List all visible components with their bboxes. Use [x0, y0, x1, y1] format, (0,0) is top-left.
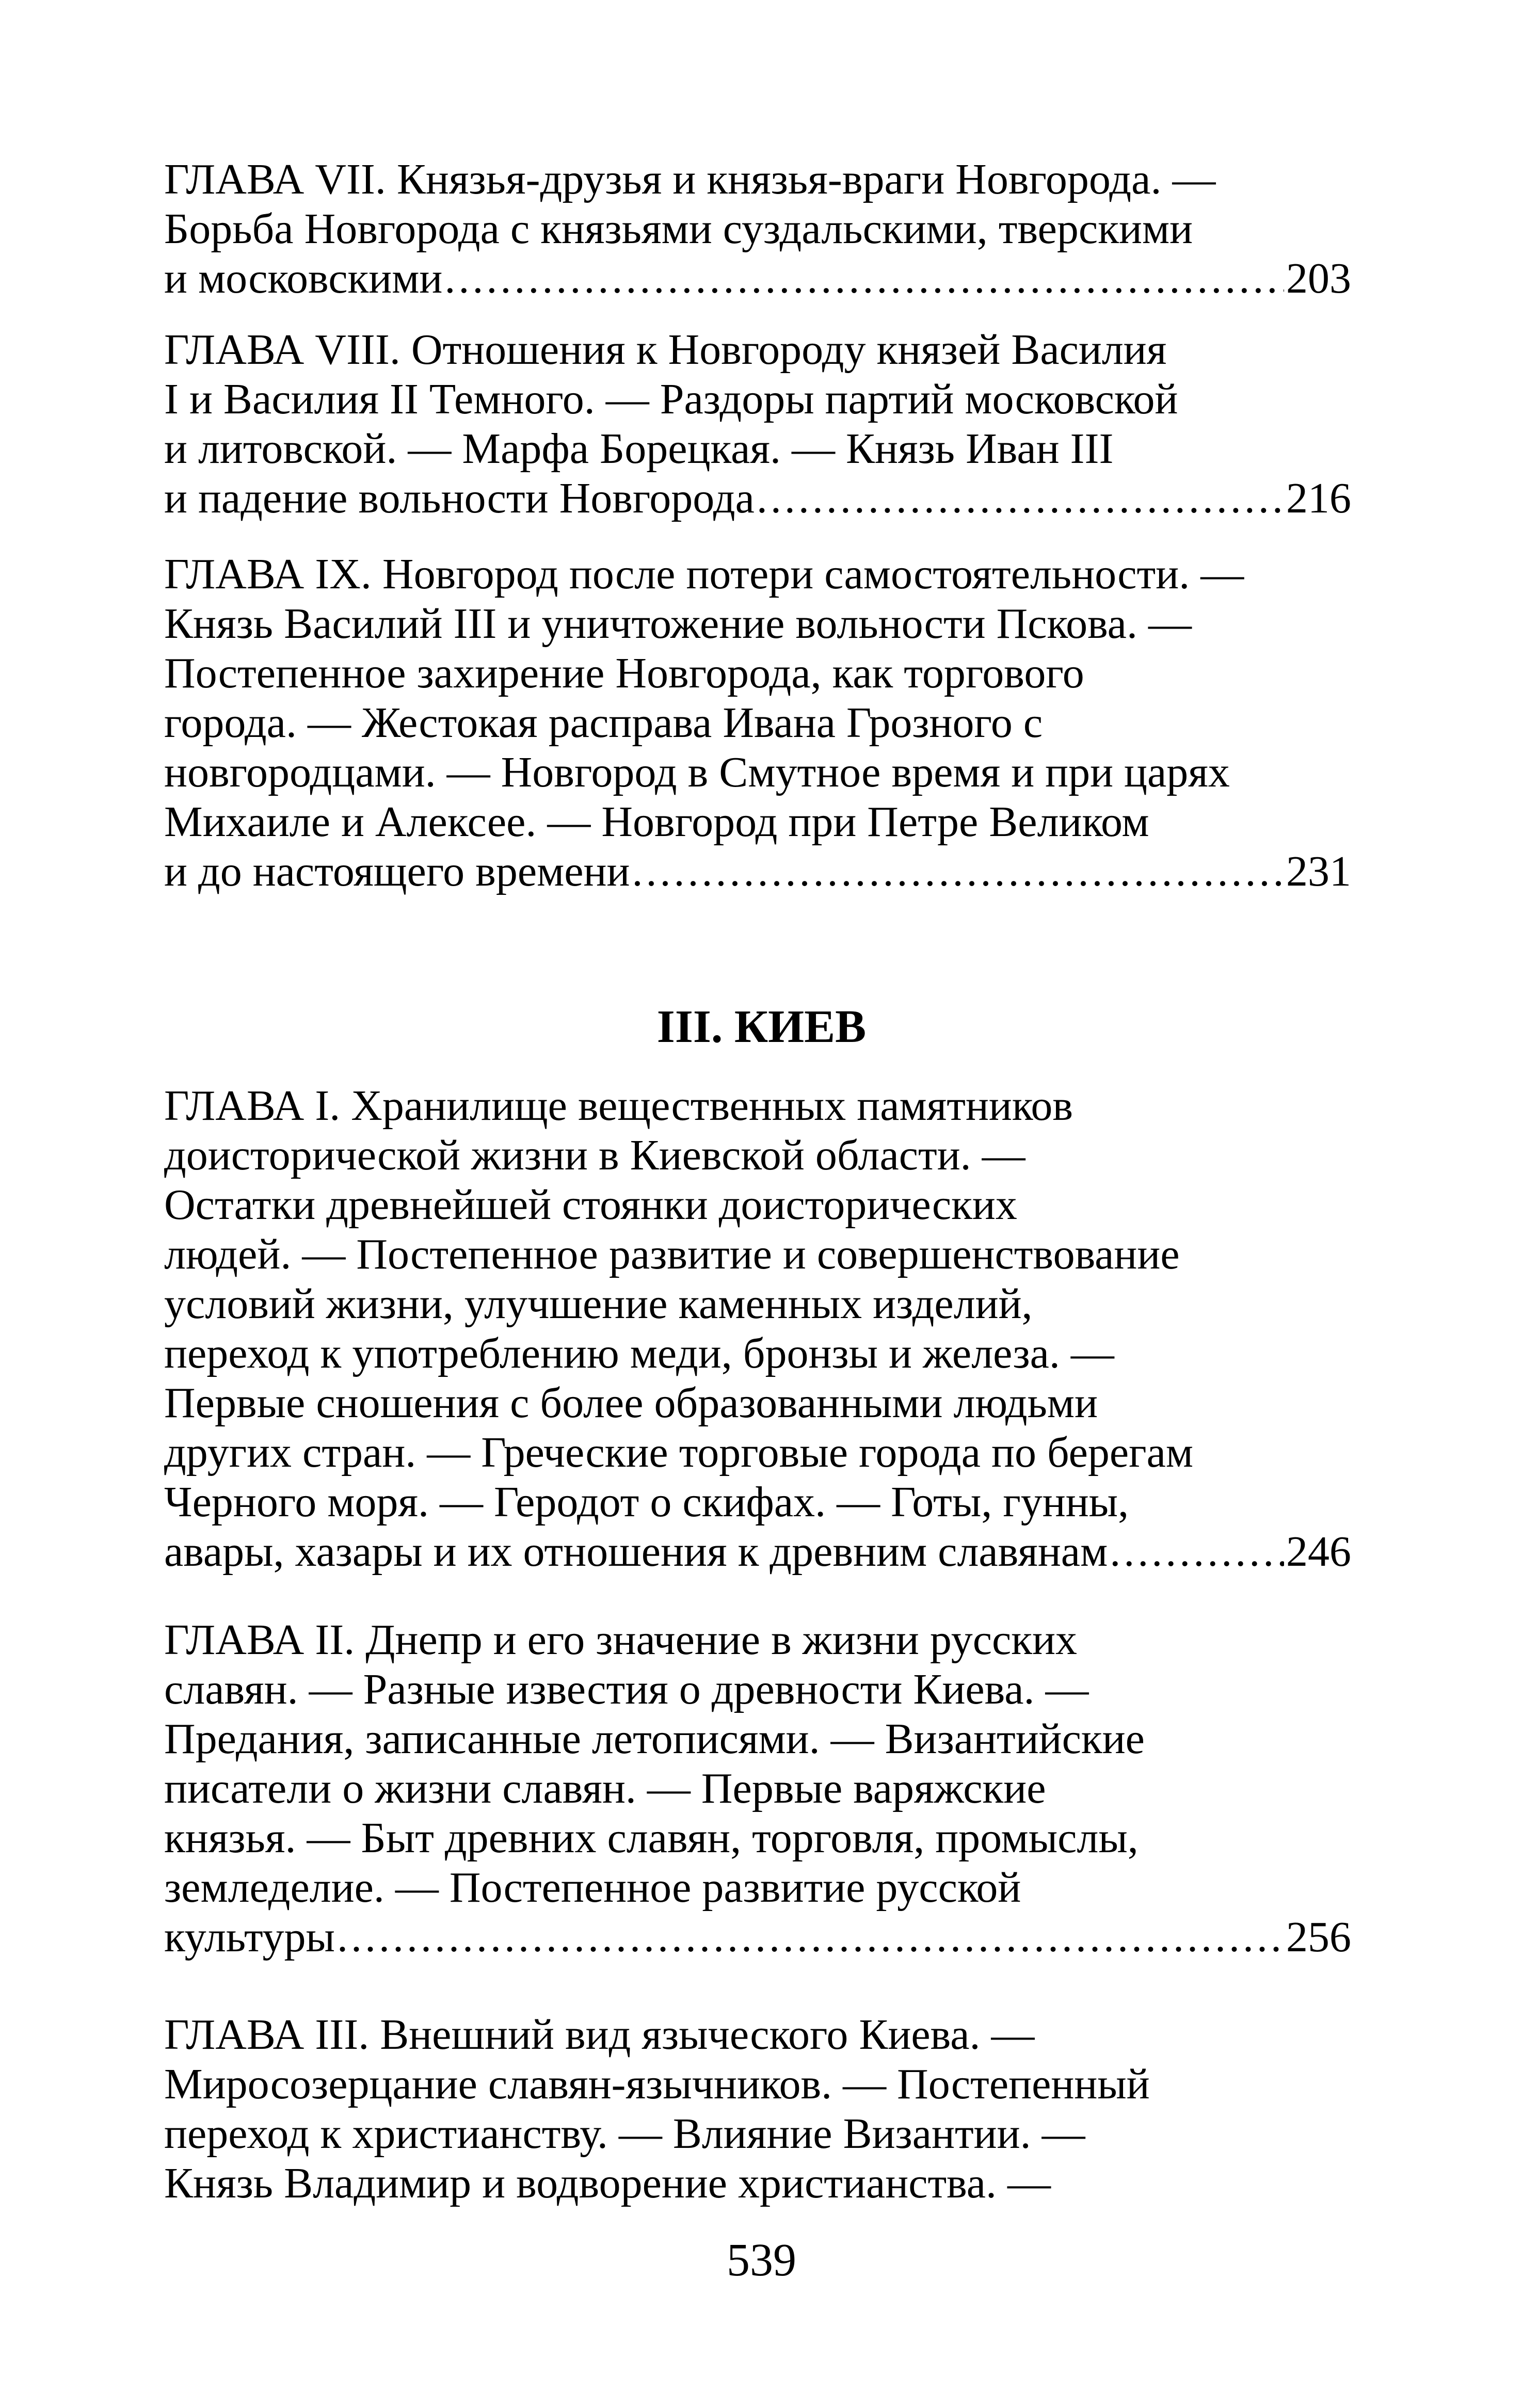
toc-text: условий жизни, улучшение каменных изделий,	[164, 1280, 1033, 1328]
toc-text: Первые сношения с более образованными людьми	[164, 1379, 1098, 1427]
toc-text: Черного моря. — Геродот о скифах. — Готы, гунны,	[164, 1478, 1129, 1526]
toc-line-with-page	[164, 254, 1351, 303]
toc-entry-ch7	[164, 155, 1351, 303]
toc-line-with-page	[164, 474, 1351, 523]
toc-line	[164, 1329, 1351, 1378]
toc-text: города. — Жестокая расправа Ивана Грозного с	[164, 699, 1043, 747]
dot-leader	[632, 847, 1284, 896]
toc-entry-kiev-ch3	[164, 2010, 1351, 2208]
page-ref: 216	[1286, 474, 1351, 522]
toc-text: и падение вольности Новгорода	[164, 474, 755, 522]
toc-entry-ch8	[164, 325, 1351, 523]
toc-text: ГЛАВА VII. Князья-друзья и князья-враги Новгорода. —	[164, 155, 1216, 203]
toc-line	[164, 1230, 1351, 1279]
page-ref: 231	[1286, 847, 1351, 895]
toc-line	[164, 1863, 1351, 1913]
toc-text: авары, хазары и их отношения к древним славянам	[164, 1528, 1108, 1576]
toc-text: ГЛАВА II. Днепр и его значение в жизни русских	[164, 1616, 1078, 1664]
toc-text: I и Василия II Темного. — Раздоры партий московской	[164, 375, 1178, 423]
dot-leader	[757, 474, 1284, 523]
toc-text: Михаиле и Алексее. — Новгород при Петре Великом	[164, 798, 1149, 846]
toc-line	[164, 649, 1351, 698]
toc-text: Остатки древнейшей стоянки доисторических	[164, 1181, 1017, 1229]
toc-text: переход к употреблению меди, бронзы и железа. —	[164, 1329, 1114, 1377]
toc-line	[164, 204, 1351, 254]
toc-text: ГЛАВА I. Хранилище вещественных памятников	[164, 1082, 1073, 1130]
toc-line-with-page	[164, 847, 1351, 896]
toc-line	[164, 2159, 1351, 2208]
toc-line	[164, 424, 1351, 474]
toc-line	[164, 1081, 1351, 1131]
page-number: 539	[727, 2235, 796, 2286]
toc-text: земледелие. — Постепенное развитие русской	[164, 1864, 1021, 1912]
toc-text: и литовской. — Марфа Борецкая. — Князь Иван III	[164, 425, 1114, 473]
toc-line	[164, 1180, 1351, 1230]
toc-line	[164, 550, 1351, 599]
toc-text: Князь Василий III и уничтожение вольности Пскова. —	[164, 600, 1192, 648]
toc-line	[164, 698, 1351, 748]
toc-text: и до настоящего времени	[164, 847, 630, 895]
toc-text: культуры	[164, 1913, 335, 1961]
toc-line	[164, 1764, 1351, 1813]
toc-line	[164, 1378, 1351, 1428]
toc-text: Предания, записанные летописями. — Византийские	[164, 1715, 1145, 1763]
toc-text: людей. — Постепенное развитие и совершенствование	[164, 1230, 1180, 1278]
toc-text: Борьба Новгорода с князьями суздальскими, тверскими	[164, 205, 1193, 253]
toc-text: ГЛАВА VIII. Отношения к Новгороду князей Василия	[164, 326, 1167, 374]
page-ref: 256	[1286, 1913, 1351, 1961]
dot-leader	[1110, 1527, 1284, 1577]
toc-entry-ch9	[164, 550, 1351, 896]
toc-text: славян. — Разные известия о древности Киева. —	[164, 1665, 1089, 1713]
toc-text: князья. — Быт древних славян, торговля, промыслы,	[164, 1814, 1139, 1862]
toc-line	[164, 797, 1351, 847]
toc-line	[164, 1714, 1351, 1764]
dot-leader	[444, 254, 1284, 303]
toc-line	[164, 155, 1351, 204]
toc-line	[164, 375, 1351, 424]
toc-text: других стран. — Греческие торговые города по берегам	[164, 1428, 1194, 1476]
toc-line	[164, 2109, 1351, 2159]
toc-line	[164, 1665, 1351, 1714]
section-title: III. КИЕВ	[656, 1001, 867, 1052]
page-ref: 246	[1286, 1528, 1351, 1576]
toc-text: доисторической жизни в Киевской области. —	[164, 1131, 1025, 1179]
page-ref: 203	[1286, 254, 1351, 302]
toc-line	[164, 599, 1351, 649]
toc-text: переход к христианству. — Влияние Византии. —	[164, 2110, 1085, 2158]
toc-line	[164, 325, 1351, 375]
toc-line	[164, 1279, 1351, 1329]
toc-entry-kiev-ch1	[164, 1081, 1351, 1577]
toc-line	[164, 1615, 1351, 1665]
toc-line	[164, 748, 1351, 797]
toc-line	[164, 2010, 1351, 2060]
toc-text: новгородцами. — Новгород в Смутное время и при царях	[164, 748, 1230, 796]
toc-line-with-page	[164, 1527, 1351, 1577]
toc-text: ГЛАВА III. Внешний вид языческого Киева. —	[164, 2011, 1035, 2059]
toc-text: Постепенное захирение Новгорода, как торгового	[164, 649, 1084, 697]
toc-line	[164, 1478, 1351, 1527]
toc-line	[164, 2060, 1351, 2109]
toc-line	[164, 1813, 1351, 1863]
toc-text: Миросозерцание славян-язычников. — Постепенный	[164, 2060, 1150, 2108]
dot-leader	[337, 1913, 1284, 1962]
toc-line-with-page	[164, 1913, 1351, 1962]
toc-text: и московскими	[164, 254, 443, 302]
toc-text: Князь Владимир и водворение христианства. —	[164, 2159, 1051, 2207]
toc-line	[164, 1428, 1351, 1478]
toc-entry-kiev-ch2	[164, 1615, 1351, 1962]
toc-line	[164, 1131, 1351, 1180]
toc-text: писатели о жизни славян. — Первые варяжские	[164, 1764, 1046, 1812]
toc-text: ГЛАВА IX. Новгород после потери самостоятельности. —	[164, 550, 1244, 598]
